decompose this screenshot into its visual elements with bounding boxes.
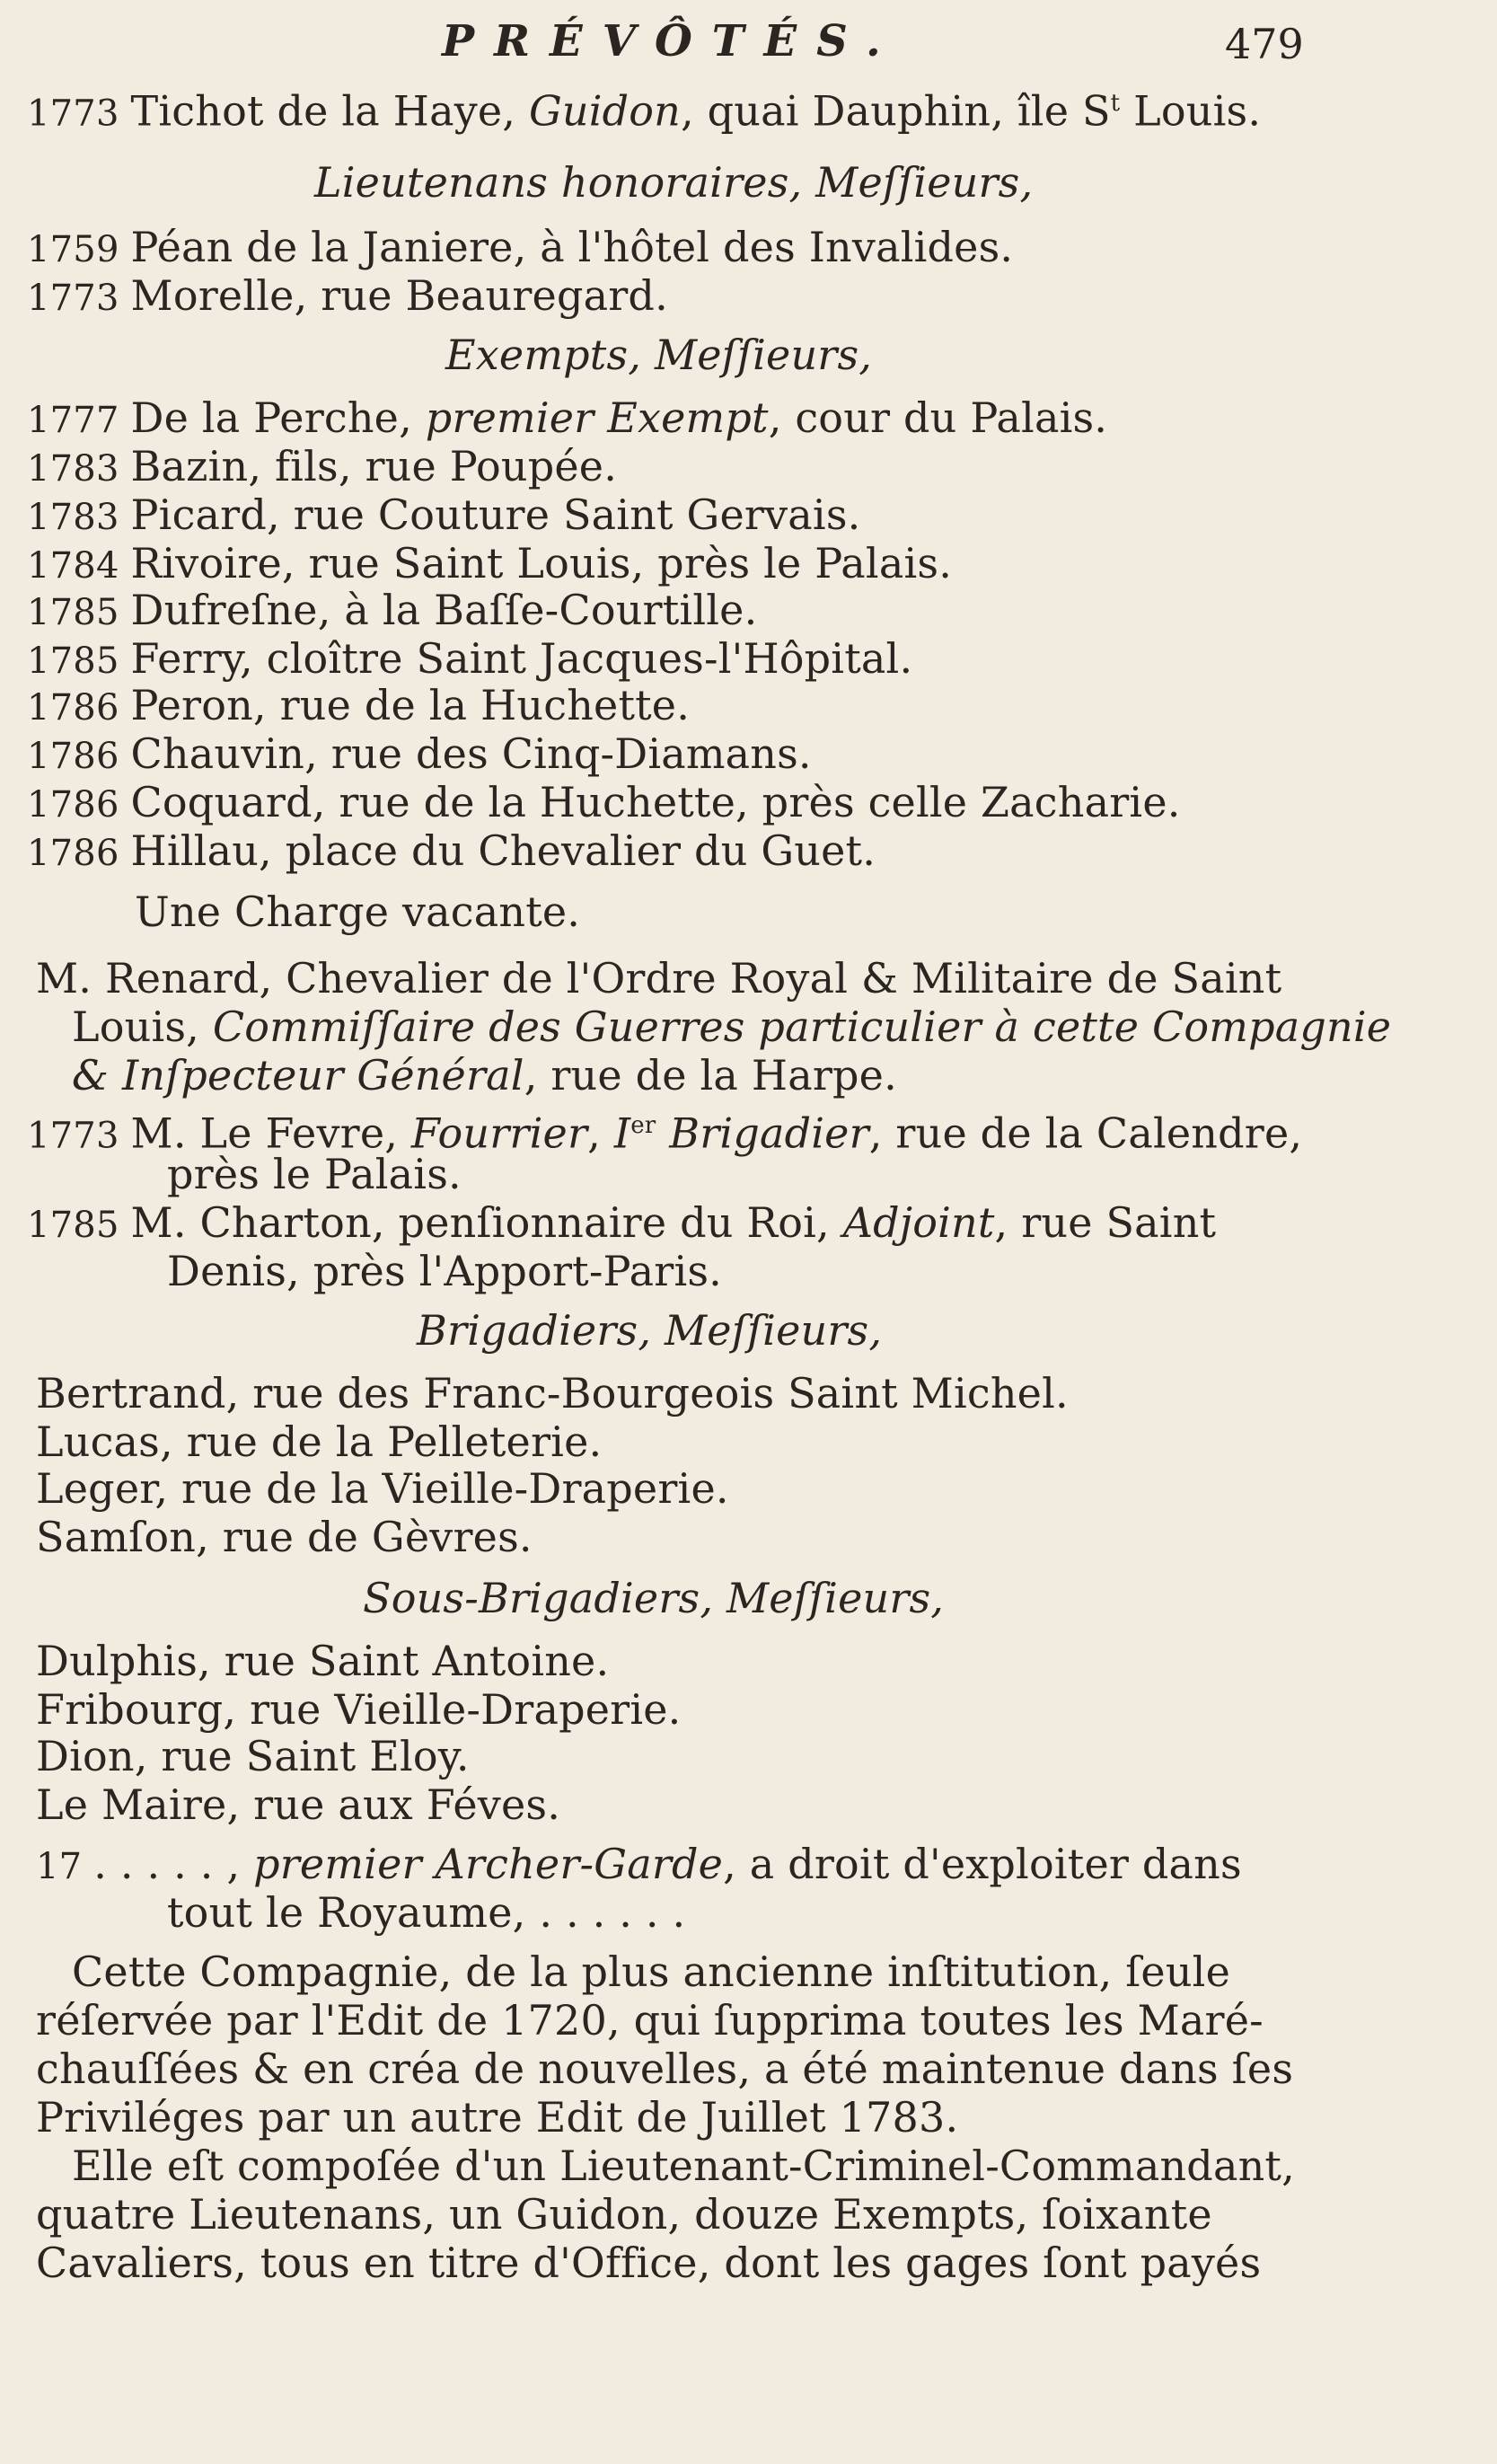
text-run: Le Maire, rue aux Féves. (36, 1780, 561, 1829)
text-run: premier Archer-Garde (253, 1840, 724, 1888)
year-label: 1785 (27, 592, 131, 633)
text-run: Louis. (1120, 86, 1262, 136)
text-line (417, 1306, 882, 1355)
text-run: Denis, près l'Apport-Paris. (167, 1247, 722, 1295)
text-line (27, 442, 617, 493)
year-label: 1785 (27, 1205, 131, 1246)
year-label: 1773 (27, 93, 131, 135)
text-line (27, 539, 952, 590)
text-run: Louis, (72, 1002, 213, 1051)
text-line (36, 2239, 1261, 2287)
year-label: 1784 (27, 545, 131, 587)
text-run: Rivoire, rue Saint Louis, près le Palais. (130, 539, 953, 587)
text-run: Picard, rue Couture Saint Gervais. (130, 490, 861, 539)
text-run: , cour du Palais. (768, 393, 1108, 442)
text-line (27, 393, 1107, 445)
text-run: Hillau, place du Chevalier du Guet. (130, 826, 876, 875)
text-line (27, 826, 876, 878)
year-label: 1783 (27, 448, 131, 490)
text-line (135, 888, 580, 936)
text-run: réſervée par l'Edit de 1720, qui ſupprima toutes les Maré- (36, 1996, 1264, 2045)
text-run: t (1110, 90, 1121, 117)
text-line (36, 1369, 1069, 1417)
text-run: Guidon (528, 86, 682, 136)
text-run: Brigadier (656, 1108, 869, 1158)
text-run: Bertrand, rue des Franc-Bourgeois Saint Michel. (36, 1369, 1069, 1417)
text-line (27, 586, 757, 637)
text-run: Elle eſt compoſée d'un Lieutenant-Criminel-Commandant, (72, 2142, 1295, 2190)
text-run: Cette Compagnie, de la plus ancienne inſtitution, ſeule (72, 1947, 1231, 1996)
text-run: Peron, rue de la Huchette. (130, 681, 691, 729)
text-run: Fribourg, rue Vieille-Draperie. (36, 1685, 682, 1734)
text-run: , a droit d'exploiter dans (723, 1840, 1242, 1888)
text-run: Tichot de la Haye, (130, 86, 529, 136)
text-run: Coquard, rue de la Huchette, près celle Zacharie. (130, 778, 1181, 826)
text-line (36, 1780, 560, 1829)
text-line (36, 2093, 958, 2142)
text-run: , rue de la Calendre, (868, 1108, 1303, 1158)
text-run: Exempts, Meſſieurs, (445, 331, 873, 379)
year-label: 1786 (27, 833, 131, 874)
year-label: 1773 (27, 278, 131, 319)
text-run: De la Perche, (130, 393, 426, 442)
text-line (72, 1051, 897, 1100)
year-label: 1773 (27, 1115, 131, 1157)
year-label: 1785 (27, 640, 131, 682)
text-line (27, 223, 1013, 274)
text-run: Brigadiers, Meſſieurs, (417, 1306, 883, 1355)
text-run: & Inſpecteur Général (72, 1051, 524, 1100)
text-line (363, 1574, 944, 1622)
text-run: Ferry, cloître Saint Jacques-l'Hôpital. (130, 634, 913, 683)
text-run: Bazin, fils, rue Poupée. (130, 442, 618, 490)
text-run: er (630, 1112, 656, 1139)
year-label: 1786 (27, 736, 131, 777)
page-number: 479 (1225, 20, 1304, 68)
text-line (72, 1002, 1391, 1051)
year-label: 1786 (27, 784, 131, 826)
text-run: Dufreſne, à la Baſſe-Courtille. (130, 586, 758, 634)
text-line (27, 79, 1261, 137)
text-run: M. Charton, penſionnaire du Roi, (130, 1198, 843, 1247)
text-line (167, 1150, 462, 1198)
running-header-title: PRÉVÔTÉS. (442, 16, 901, 66)
text-run: , quai Dauphin, île S (681, 86, 1111, 136)
text-line (36, 2045, 1293, 2093)
text-line (27, 681, 690, 732)
text-line (27, 490, 860, 542)
text-run: Lieutenans honoraires, Meſſieurs, (314, 158, 1034, 207)
text-run: Fourrier (410, 1108, 588, 1158)
text-line (445, 331, 872, 379)
text-run: tout le Royaume, . . . . . . (167, 1888, 686, 1937)
text-run: , (587, 1108, 614, 1158)
text-run: premier Exempt (425, 393, 769, 442)
text-run: Priviléges par un autre Edit de Juillet 1783. (36, 2093, 959, 2142)
year-label: 17 (36, 1846, 94, 1887)
text-run: , rue de la Harpe. (524, 1051, 897, 1100)
text-line (36, 1637, 609, 1685)
text-line (27, 271, 668, 322)
year-label: 1759 (27, 229, 131, 270)
text-line (167, 1888, 685, 1937)
year-label: 1783 (27, 497, 131, 538)
text-run: Samſon, rue de Gèvres. (36, 1513, 533, 1561)
text-line (36, 1464, 729, 1513)
text-run: Dion, rue Saint Eloy. (36, 1732, 470, 1780)
text-line (72, 2142, 1295, 2190)
text-run: Adjoint (842, 1198, 995, 1247)
text-line (36, 1840, 1242, 1891)
text-run: Cavaliers, tous en titre d'Office, dont les gages ſont payés (36, 2239, 1262, 2287)
text-run: Lucas, rue de la Pelleterie. (36, 1417, 603, 1466)
text-run: I (613, 1108, 631, 1158)
text-run: Péan de la Janiere, à l'hôtel des Invalides. (130, 223, 1014, 271)
text-line (36, 1513, 533, 1561)
text-run: Dulphis, rue Saint Antoine. (36, 1637, 610, 1685)
text-run: Morelle, rue Beauregard. (130, 271, 668, 320)
text-run: M. Renard, Chevalier de l'Ordre Royal & Militaire de Saint (36, 954, 1282, 1002)
year-label: 1786 (27, 687, 131, 729)
text-line (36, 1996, 1264, 2045)
text-line (167, 1247, 722, 1295)
text-run: chauſſées & en créa de nouvelles, a été maintenue dans ſes (36, 2045, 1294, 2093)
text-line (27, 778, 1181, 829)
text-run: Sous-Brigadiers, Meſſieurs, (363, 1574, 945, 1622)
text-run: . . . . . , (93, 1840, 254, 1888)
text-run: Chauvin, rue des Cinq-Diamans. (130, 729, 812, 778)
text-run: Commiſſaire des Guerres particulier à cette Compagnie (212, 1002, 1392, 1051)
text-line (27, 729, 812, 781)
text-line (36, 1685, 681, 1734)
text-line (36, 1732, 470, 1780)
text-line (27, 1198, 1216, 1250)
text-line (36, 954, 1281, 1002)
text-line (27, 634, 912, 685)
text-line (314, 158, 1033, 207)
text-line (72, 1947, 1230, 1996)
text-line (36, 2190, 1212, 2239)
text-run: M. Le Fevre, (130, 1108, 411, 1158)
text-run: quatre Lieutenans, un Guidon, douze Exempts, ſoixante (36, 2190, 1212, 2239)
text-line (36, 1417, 602, 1466)
text-run: près le Palais. (167, 1150, 462, 1198)
text-run: , rue Saint (994, 1198, 1217, 1247)
year-label: 1777 (27, 400, 131, 441)
text-run: Une Charge vacante. (135, 888, 581, 936)
text-run: Leger, rue de la Vieille-Draperie. (36, 1464, 729, 1513)
